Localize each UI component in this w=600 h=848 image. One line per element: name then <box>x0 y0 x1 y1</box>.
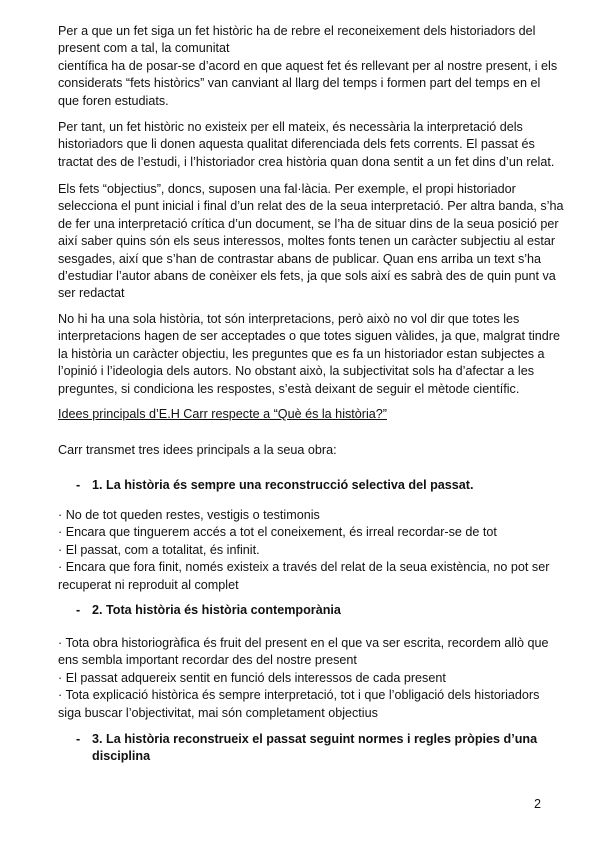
paragraph-objective-facts: Els fets “objectius”, doncs, suposen una fal·làcia. Per exemple, el propi historiador selecciona el punt inicial i final d’un relat des de la seua interpretació. Per altra banda, s’ha de fer una interpretació crítica d’un document, se l’ha de situar dins de la seua posició per així saber quins són els seus interessos, moltes fonts tenen un caràcter subjectiu al estar sesgades, així que s’han de contrastar abans de publicar. Quan ens arriba un text s’ha d’estudiar l’autor abans de conèixer els fets, ja que sols així es sabrà des de quin punt va ser redactat <box>58 182 564 301</box>
idea-2-heading: 2. Tota història és història contemporània <box>92 603 341 617</box>
paragraph-interpretation: Per tant, un fet històric no existeix per ell mateix, és necessària la interpretació dels historiadors que li donen aquesta qualitat diferenciada dels fets corrents. El passat és tractat des de l’estudi, i l’historiador crea història quan dona sentit a un fet dins d’un relat. <box>58 120 555 169</box>
idea-1-heading: 1. La història és sempre una reconstrucció selectiva del passat. <box>92 478 474 492</box>
bullet-dash: - <box>76 603 81 617</box>
bullet-dash: - <box>76 732 81 746</box>
section-heading: Idees principals d’E.H Carr respecte a “Què és la història?” <box>58 407 387 421</box>
paragraph-interpretations: No hi ha una sola història, tot són interpretacions, però això no vol dir que totes les interpretacions hagen de ser acceptades o que totes siguen vàlides, ja que, malgrat tindre la història un caràcter objectiu, les preguntes que es fa un historiador estan subjectes a l’opinió i l’ideologia dels autors. No obstant això, la subjectivitat sols ha d’afectar a les preguntes, si condiciona les respostes, s’està deixant de seguir el mètode científic. <box>58 312 560 396</box>
paragraph-fact-definition: Per a que un fet siga un fet històric ha de rebre el reconeixement dels historiadors del present com a tal, la comunitat científica ha de posar-se d’acord en que aquest fet és rellevant per al nostre present, i els considerats “fets històrics” van canviant al llarg del temps i formen part del temps en el que foren estudiats. <box>58 24 558 108</box>
page-number: 2 <box>534 797 542 811</box>
intro-text: Carr transmet tres idees principals a la seua obra: <box>58 443 337 457</box>
idea-3-heading: 3. La història reconstrueix el passat seguint normes i regles pròpies d’una disciplina <box>92 732 538 764</box>
idea-1-points: · No de tot queden restes, vestigis o testimonis · Encara que tinguerem accés a tot el coneixement, és irreal recordar-se de tot · El passat, com a totalitat, és infinit. · Encara que fora finit, només existeix a través del relat de la seua existència, no pot ser recuperat ni reproduit al complet <box>58 508 550 592</box>
bullet-dash: - <box>76 478 81 492</box>
idea-2-points: · Tota obra historiogràfica és fruit del present en el que va ser escrita, recordem allò que ens sembla important recordar des del nostre present · El passat adquereix sentit en funció dels interessos de cada present · Tota explicació històrica és sempre interpretació, tot i que l’obligació dels historiadors siga buscar l’objectivitat, mai són completament objectius <box>58 636 549 720</box>
